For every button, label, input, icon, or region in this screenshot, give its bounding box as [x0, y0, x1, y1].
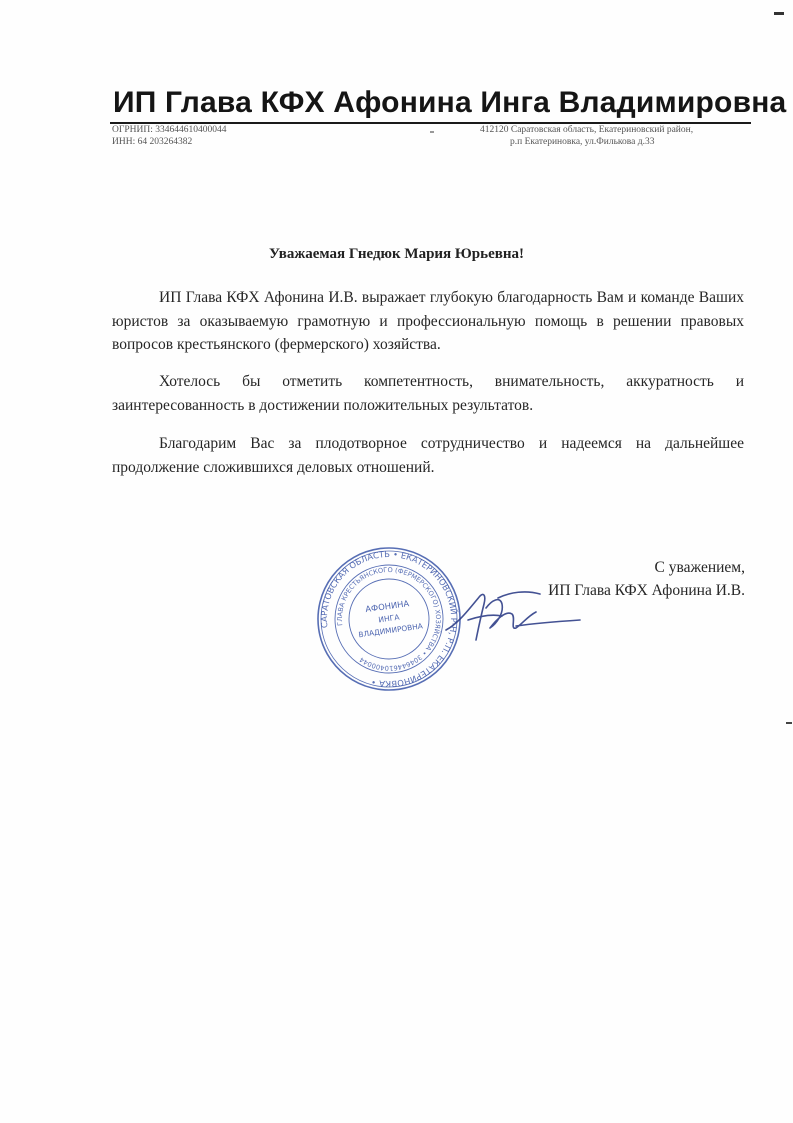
- inn-number: ИНН: 64 203264382: [112, 137, 193, 147]
- scan-artifact-mark: [786, 722, 792, 724]
- stamp-outer-ring-text: САРАТОВСКАЯ ОБЛАСТЬ • ЕКАТЕРИНОВСКИЙ Р-Н, Р.П. ЕКАТЕРИНОВКА •: [318, 548, 460, 690]
- letterhead-address-block: [480, 124, 693, 148]
- body-paragraph-2: Хотелось бы отметить компетентность, внимательность, аккуратность и заинтересованность в достижении положительных результатов.: [112, 373, 744, 414]
- letterhead-registration-block: [112, 124, 226, 148]
- body-paragraph-3: Благодарим Вас за плодотворное сотрудничество и надеемся на дальнейшее продолжение сложившихся деловых отношений.: [112, 435, 744, 476]
- stamp-center-line-2: ИНГА: [377, 612, 401, 625]
- address-line-1: 412120 Саратовская область, Екатериновский район,: [480, 125, 694, 135]
- ogrnip-number: ОГРНИП: 334644610400044: [112, 125, 227, 135]
- scan-artifact-mark: [774, 12, 784, 15]
- stamp-center-line-3: ВЛАДИМИРОВНА: [357, 621, 424, 640]
- stamp-center-line-1: АФОНИНА: [364, 598, 410, 615]
- handwritten-signature: [440, 586, 590, 650]
- closing-signatory: ИП Глава КФХ Афонина И.В.: [548, 582, 745, 599]
- address-line-2: р.п Екатериновка, ул.Филькова д.33: [510, 137, 655, 147]
- closing-greeting: С уважением,: [654, 559, 745, 576]
- body-paragraph-1: ИП Глава КФХ Афонина И.В. выражает глубокую благодарность Вам и команде Ваших юристов за оказываемую грамотную и профессиональную помощь в решении правовых вопросов крестьянского (фермерского) хозяйства.: [112, 289, 744, 353]
- salutation: Уважаемая Гнедюк Мария Юрьевна!: [269, 246, 524, 262]
- letterhead-title: ИП Глава КФХ Афонина Инга Владимировна: [113, 86, 787, 119]
- stamp-inner-ring-text: ГЛАВА КРЕСТЬЯНСКОГО (ФЕРМЕРСКОГО) ХОЗЯЙСТВА • 304644610400044: [335, 565, 443, 673]
- scan-artifact-speck: [430, 131, 434, 133]
